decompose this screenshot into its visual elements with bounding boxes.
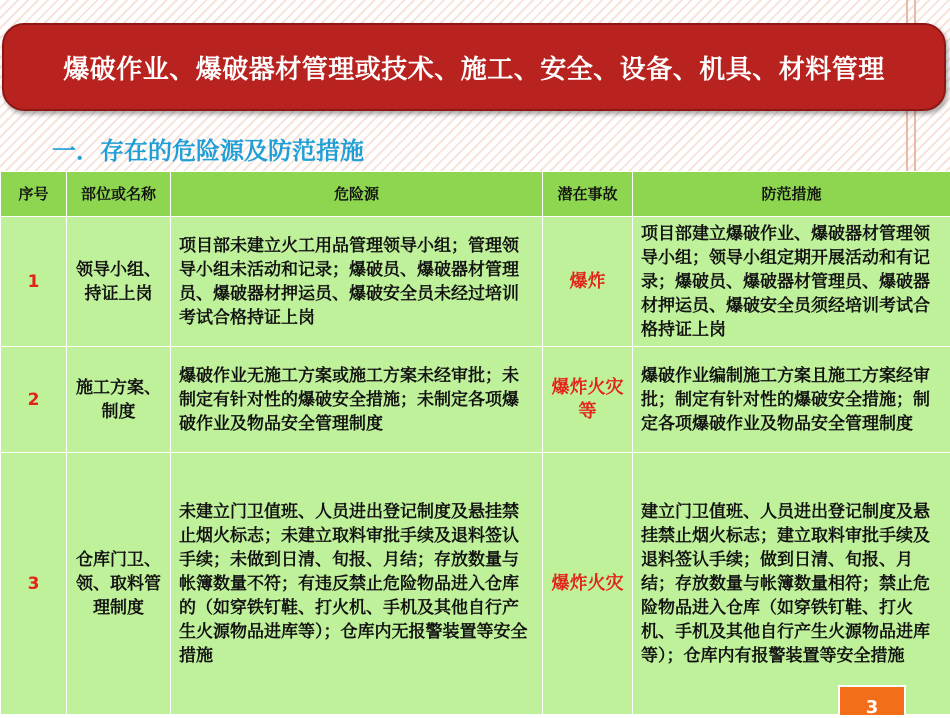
row-index: 3	[1, 453, 67, 715]
row-measures: 建立门卫值班、人员进出登记制度及悬挂禁止烟火标志；建立取料审批手续及退料签认手续；做到日清、旬报、月结；存放数量与帐簿数量相符；禁止危险物品进入仓库（如穿铁钉鞋、打火机、手机及其他自行产生火源物品进库等）；仓库内有报警装置等安全措施	[633, 453, 950, 715]
row-measures: 项目部建立爆破作业、爆破器材管理领导小组；领导小组定期开展活动和有记录；爆破员、爆破器材管理员、爆破器材押运员、爆破安全员须经培训考试合格持证上岗	[633, 217, 950, 347]
row-hazard: 未建立门卫值班、人员进出登记制度及悬挂禁止烟火标志；未建立取料审批手续及退料签认手续；未做到日清、旬报、月结；存放数量与帐簿数量不符；有违反禁止危险物品进入仓库的（如穿铁钉鞋、打火机、手机及其他自行产生火源物品进库等）；仓库内无报警装置等安全措施	[171, 453, 543, 715]
header-measures: 防范措施	[633, 172, 950, 217]
title-banner	[2, 23, 946, 111]
row-part: 领导小组、持证上岗	[67, 217, 171, 347]
section-subtitle: 一．存在的危险源及防范措施	[52, 130, 364, 166]
row-accident: 爆炸火灾等	[543, 347, 633, 453]
header-hazard: 危险源	[171, 172, 543, 217]
row-accident: 爆炸	[543, 217, 633, 347]
page-title: 爆破作业、爆破器材管理或技术、施工、安全、设备、机具、材料管理	[63, 49, 885, 86]
table-header-row	[1, 172, 950, 217]
page-number-badge: 3	[838, 685, 906, 717]
row-index: 2	[1, 347, 67, 453]
row-part: 仓库门卫、领、取料管理制度	[67, 453, 171, 715]
header-index: 序号	[1, 172, 67, 217]
row-part: 施工方案、制度	[67, 347, 171, 453]
header-part: 部位或名称	[67, 172, 171, 217]
row-hazard: 项目部未建立火工用品管理领导小组；管理领导小组未活动和记录；爆破员、爆破器材管理员、爆破器材押运员、爆破安全员未经过培训考试合格持证上岗	[171, 217, 543, 347]
hazard-table	[0, 171, 950, 715]
row-measures: 爆破作业编制施工方案且施工方案经审批；制定有针对性的爆破安全措施；制定各项爆破作业及物品安全管理制度	[633, 347, 950, 453]
table-row	[1, 217, 950, 347]
row-accident: 爆炸火灾	[543, 453, 633, 715]
row-hazard: 爆破作业无施工方案或施工方案未经审批；未制定有针对性的爆破安全措施；未制定各项爆破作业及物品安全管理制度	[171, 347, 543, 453]
header-accident: 潜在事故	[543, 172, 633, 217]
row-index: 1	[1, 217, 67, 347]
table-row	[1, 453, 950, 715]
table-row	[1, 347, 950, 453]
